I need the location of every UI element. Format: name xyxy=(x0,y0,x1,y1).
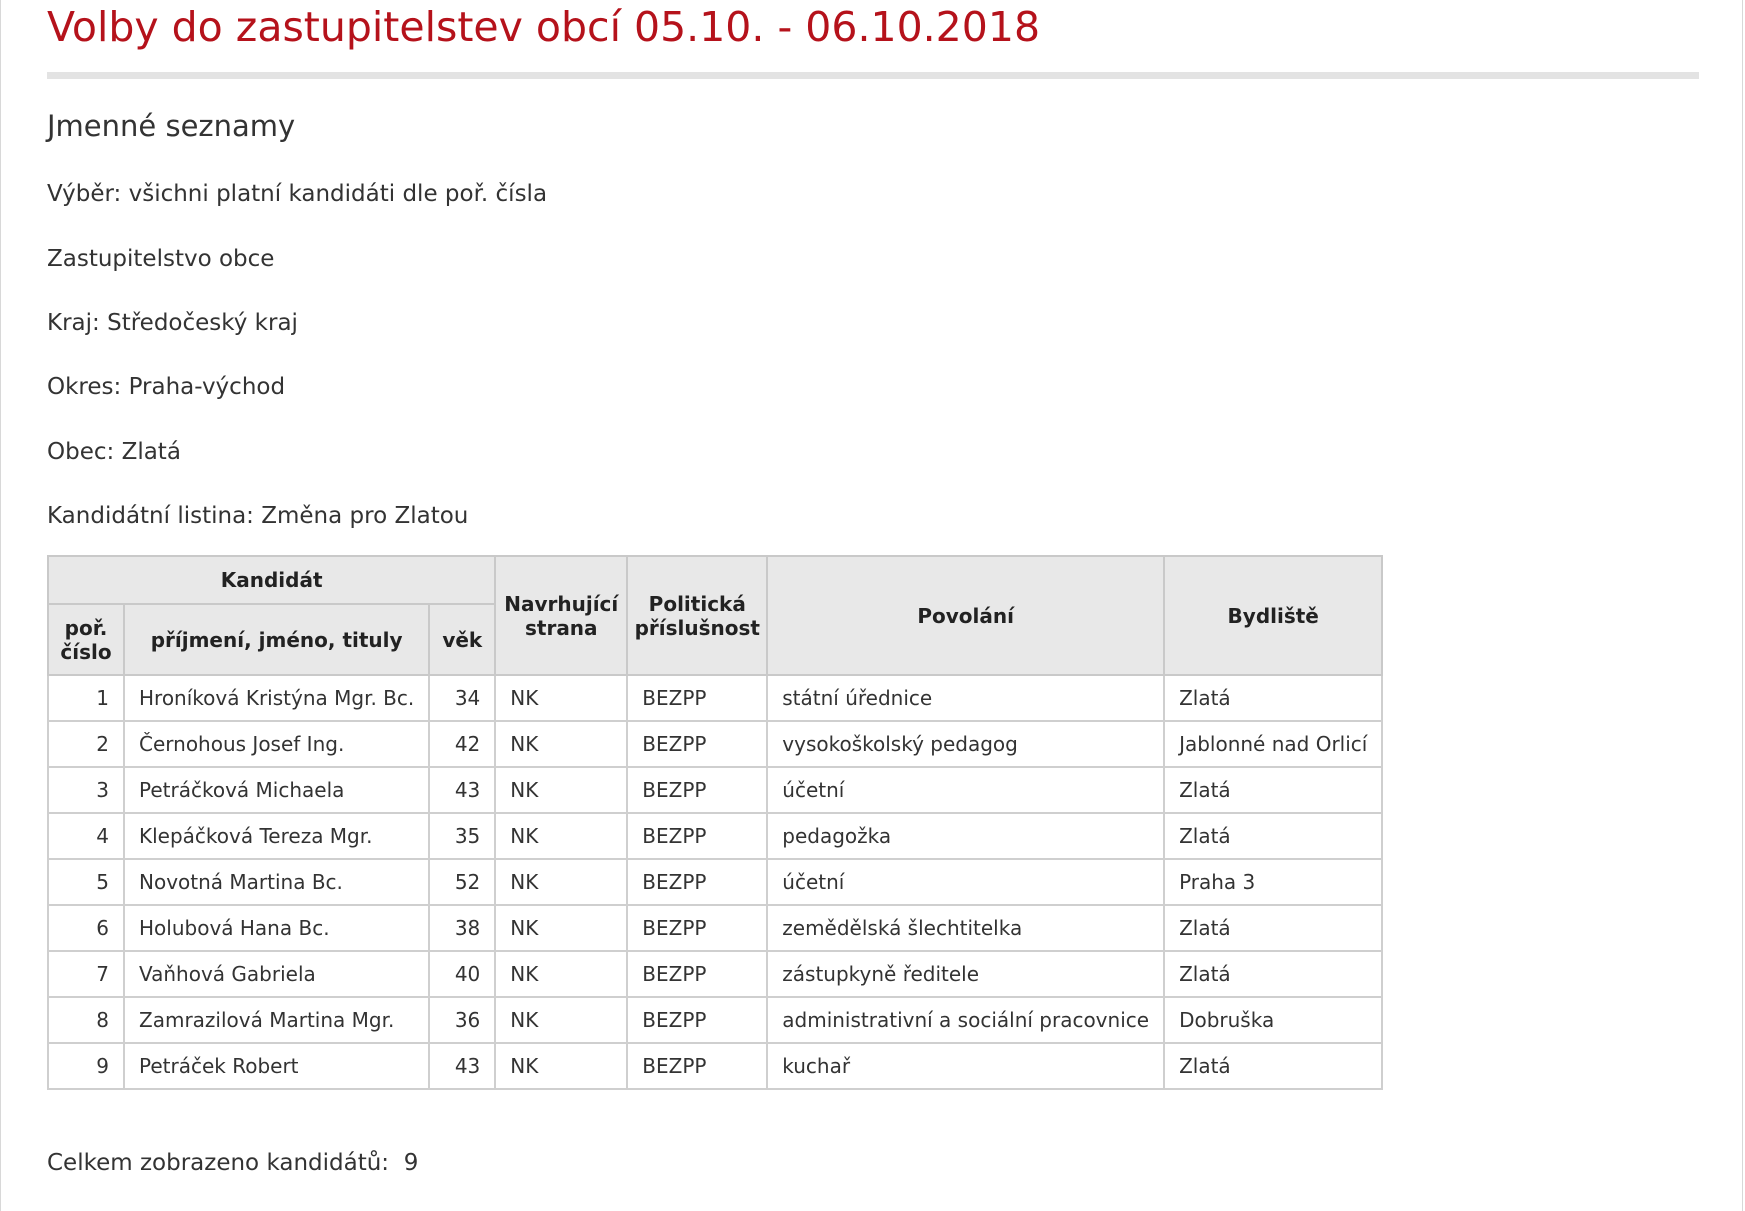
municipality-label: Obec: xyxy=(47,439,115,465)
header-party: Navrhující strana xyxy=(495,556,627,675)
total-info xyxy=(47,1148,418,1178)
cell-residence: Praha 3 xyxy=(1164,859,1382,905)
cell-party: NK xyxy=(495,767,627,813)
cell-party: NK xyxy=(495,905,627,951)
cell-number: 4 xyxy=(48,813,124,859)
header-candidate-group: Kandidát xyxy=(48,556,495,604)
district-label: Okres: xyxy=(47,374,122,400)
body-info xyxy=(47,244,274,274)
cell-age: 34 xyxy=(429,675,495,721)
cell-party: NK xyxy=(495,675,627,721)
cell-occupation: vysokoškolský pedagog xyxy=(767,721,1164,767)
body-value: Zastupitelstvo obce xyxy=(47,246,275,272)
candidates-table xyxy=(47,555,1383,1090)
cell-occupation: kuchař xyxy=(767,1043,1164,1089)
selection-info xyxy=(47,179,547,209)
candidate-list-value: Změna pro Zlatou xyxy=(261,503,469,529)
cell-number: 1 xyxy=(48,675,124,721)
region-label: Kraj: xyxy=(47,310,100,336)
selection-value: všichni platní kandidáti dle poř. čísla xyxy=(128,181,548,207)
cell-number: 8 xyxy=(48,997,124,1043)
table-row xyxy=(48,813,1382,859)
table-row xyxy=(48,675,1382,721)
header-residence: Bydliště xyxy=(1164,556,1382,675)
cell-party: NK xyxy=(495,813,627,859)
cell-party: NK xyxy=(495,1043,627,1089)
cell-occupation: státní úřednice xyxy=(767,675,1164,721)
header-occupation: Povolání xyxy=(767,556,1164,675)
table-header-row xyxy=(48,556,1382,604)
header-name: příjmení, jméno, tituly xyxy=(124,604,429,675)
cell-occupation: účetní xyxy=(767,859,1164,905)
cell-occupation: administrativní a sociální pracovnice xyxy=(767,997,1164,1043)
section-title: Jmenné seznamy xyxy=(47,109,296,143)
cell-number: 7 xyxy=(48,951,124,997)
table-body xyxy=(48,675,1382,1089)
page-title: Volby do zastupitelstev obcí 05.10. - 06.10.2018 xyxy=(47,3,1041,51)
district-value: Praha-východ xyxy=(128,374,286,400)
cell-number: 6 xyxy=(48,905,124,951)
cell-affiliation: BEZPP xyxy=(627,767,767,813)
cell-residence: Zlatá xyxy=(1164,1043,1382,1089)
cell-affiliation: BEZPP xyxy=(627,905,767,951)
cell-affiliation: BEZPP xyxy=(627,675,767,721)
cell-occupation: zástupkyně ředitele xyxy=(767,951,1164,997)
cell-residence: Jablonné nad Orlicí xyxy=(1164,721,1382,767)
table-row xyxy=(48,905,1382,951)
municipality-value: Zlatá xyxy=(121,439,181,465)
cell-occupation: účetní xyxy=(767,767,1164,813)
cell-residence: Zlatá xyxy=(1164,813,1382,859)
cell-occupation: pedagožka xyxy=(767,813,1164,859)
district-info xyxy=(47,372,285,402)
cell-residence: Zlatá xyxy=(1164,905,1382,951)
candidate-list-info xyxy=(47,501,468,531)
cell-party: NK xyxy=(495,721,627,767)
cell-age: 40 xyxy=(429,951,495,997)
table-row xyxy=(48,767,1382,813)
header-number: poř. číslo xyxy=(48,604,124,675)
table-row xyxy=(48,1043,1382,1089)
cell-name: Černohous Josef Ing. xyxy=(124,721,429,767)
cell-name: Zamrazilová Martina Mgr. xyxy=(124,997,429,1043)
cell-name: Klepáčková Tereza Mgr. xyxy=(124,813,429,859)
cell-number: 2 xyxy=(48,721,124,767)
cell-age: 35 xyxy=(429,813,495,859)
selection-label: Výběr: xyxy=(47,181,122,207)
candidate-list-label: Kandidátní listina: xyxy=(47,503,254,529)
cell-affiliation: BEZPP xyxy=(627,1043,767,1089)
table-row xyxy=(48,997,1382,1043)
table-row xyxy=(48,951,1382,997)
content xyxy=(47,0,1699,1176)
cell-age: 38 xyxy=(429,905,495,951)
cell-residence: Dobruška xyxy=(1164,997,1382,1043)
cell-party: NK xyxy=(495,997,627,1043)
cell-age: 42 xyxy=(429,721,495,767)
cell-age: 36 xyxy=(429,997,495,1043)
cell-residence: Zlatá xyxy=(1164,767,1382,813)
cell-affiliation: BEZPP xyxy=(627,721,767,767)
municipality-info xyxy=(47,437,181,467)
cell-name: Vaňhová Gabriela xyxy=(124,951,429,997)
cell-affiliation: BEZPP xyxy=(627,813,767,859)
cell-name: Holubová Hana Bc. xyxy=(124,905,429,951)
header-affiliation: Politická příslušnost xyxy=(627,556,767,675)
cell-residence: Zlatá xyxy=(1164,951,1382,997)
cell-affiliation: BEZPP xyxy=(627,859,767,905)
cell-name: Petráčková Michaela xyxy=(124,767,429,813)
table-row xyxy=(48,721,1382,767)
cell-number: 5 xyxy=(48,859,124,905)
total-label: Celkem zobrazeno kandidátů: xyxy=(47,1150,390,1176)
cell-affiliation: BEZPP xyxy=(627,997,767,1043)
region-info xyxy=(47,308,298,338)
cell-affiliation: BEZPP xyxy=(627,951,767,997)
cell-name: Petráček Robert xyxy=(124,1043,429,1089)
header-age: věk xyxy=(429,604,495,675)
cell-party: NK xyxy=(495,859,627,905)
cell-residence: Zlatá xyxy=(1164,675,1382,721)
table-row xyxy=(48,859,1382,905)
cell-number: 9 xyxy=(48,1043,124,1089)
cell-party: NK xyxy=(495,951,627,997)
cell-age: 52 xyxy=(429,859,495,905)
cell-age: 43 xyxy=(429,1043,495,1089)
title-divider xyxy=(47,72,1699,79)
cell-name: Novotná Martina Bc. xyxy=(124,859,429,905)
region-value: Středočeský kraj xyxy=(107,310,298,336)
cell-number: 3 xyxy=(48,767,124,813)
cell-name: Hroníková Kristýna Mgr. Bc. xyxy=(124,675,429,721)
total-value: 9 xyxy=(403,1150,419,1176)
cell-occupation: zemědělská šlechtitelka xyxy=(767,905,1164,951)
cell-age: 43 xyxy=(429,767,495,813)
